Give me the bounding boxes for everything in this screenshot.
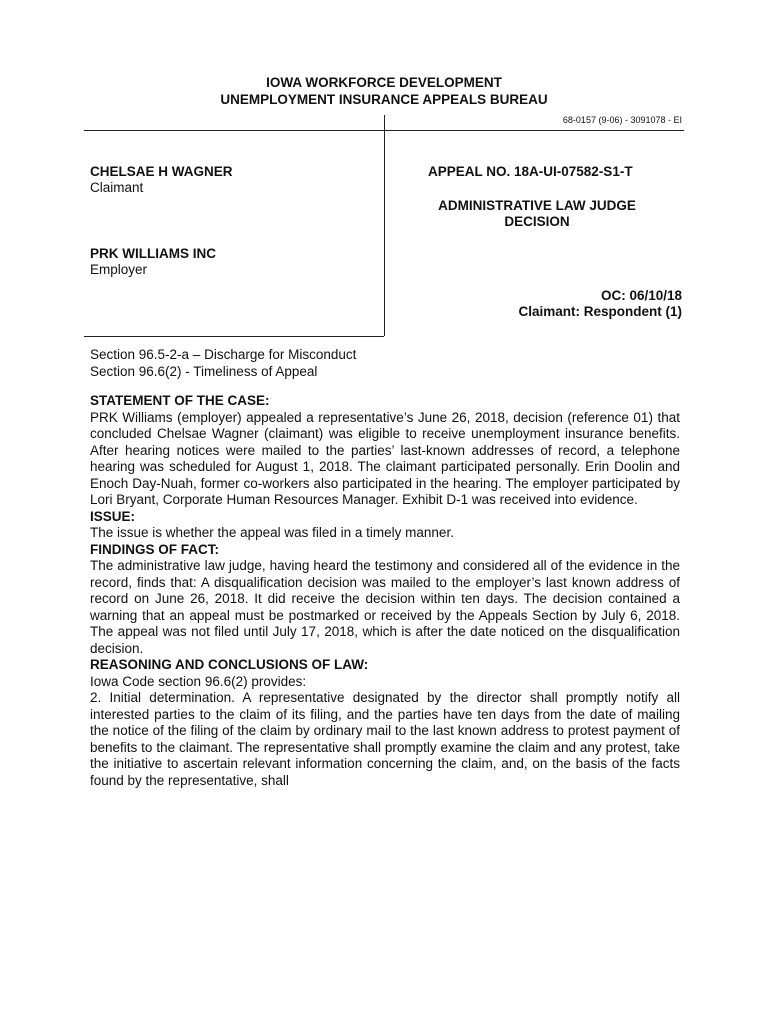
claimant-name: CHELSAE H WAGNER <box>90 164 233 179</box>
statement-heading: STATEMENT OF THE CASE: <box>90 393 270 408</box>
agency-name: IOWA WORKFORCE DEVELOPMENT <box>266 75 502 90</box>
code-sections <box>90 347 680 380</box>
form-reference: 68-0157 (9-06) - 3091078 - EI <box>562 115 682 125</box>
decision-title <box>392 198 682 230</box>
employer-name: PRK WILLIAMS INC <box>90 246 216 261</box>
parties-block <box>90 164 370 278</box>
employer-role: Employer <box>90 262 148 277</box>
decision-title-line-2: DECISION <box>504 214 570 229</box>
document-body <box>90 347 680 789</box>
bureau-name: UNEMPLOYMENT INSURANCE APPEALS BUREAU <box>220 92 548 107</box>
caption-bottom-rule <box>84 336 384 337</box>
claimant-role: Claimant <box>90 180 144 195</box>
decision-title-line-1: ADMINISTRATIVE LAW JUDGE <box>438 198 636 213</box>
oc-date: OC: 06/10/18 <box>600 288 682 303</box>
document-header <box>84 74 684 108</box>
appeal-info-block <box>392 164 682 320</box>
claimant-status: Claimant: Respondent (1) <box>518 304 682 319</box>
statute-quote: 2. Initial determination. A representative designated by the director shall promptly notify all interested parties to the claim of its filing, and the parties have ten days from the date of mailing the notice of the filing of the claim by ordinary mail to the last known address to protest payment of benefits to the claimant. The representative shall promptly examine the claim and any protest, take the initiative to ascertain relevant information concerning the claim, and, on the basis of the facts found by the representative, shall <box>90 690 680 788</box>
statement-text: PRK Williams (employer) appealed a representative’s June 26, 2018, decision (reference 01) that concluded Chelsae Wagner (claimant) was eligible to receive unemployment insurance benefits. After hearing notices were mailed to the parties’ last-known addresses of record, a telephone hearing was scheduled for August 1, 2018. The claimant participated personally. Erin Doolin and Enoch Day-Nuah, former co-workers also participated in the hearing. The employer participated by Lori Bryant, Corporate Human Resources Manager. Exhibit D-1 was received into evidence. <box>90 409 680 507</box>
reasoning-intro: Iowa Code section 96.6(2) provides: <box>90 673 307 689</box>
issue-heading: ISSUE: <box>90 508 136 524</box>
appeal-number: APPEAL NO. 18A-UI-07582-S1-T <box>428 164 633 179</box>
caption-divider <box>384 115 385 336</box>
reasoning-heading: REASONING AND CONCLUSIONS OF LAW: <box>90 657 369 672</box>
findings-text: The administrative law judge, having heard the testimony and considered all of the evidence in the record, finds that: A disqualification decision was mailed to the employer’s last known address of record on June 26, 2018. It did receive the decision within ten days. The decision contained a warning that an appeal must be postmarked or received by the Appeals Section by July 6, 2018. The appeal was not filed until July 17, 2018, which is after the date noticed on the disqualification decision. <box>90 558 680 656</box>
section-line: Section 96.6(2) - Timeliness of Appeal <box>90 363 318 379</box>
issue-text: The issue is whether the appeal was filed in a timely manner. <box>90 525 454 540</box>
oc-date-block <box>392 288 682 320</box>
section-line: Section 96.5-2-a – Discharge for Misconduct <box>90 347 357 362</box>
findings-heading: FINDINGS OF FACT: <box>90 541 219 557</box>
